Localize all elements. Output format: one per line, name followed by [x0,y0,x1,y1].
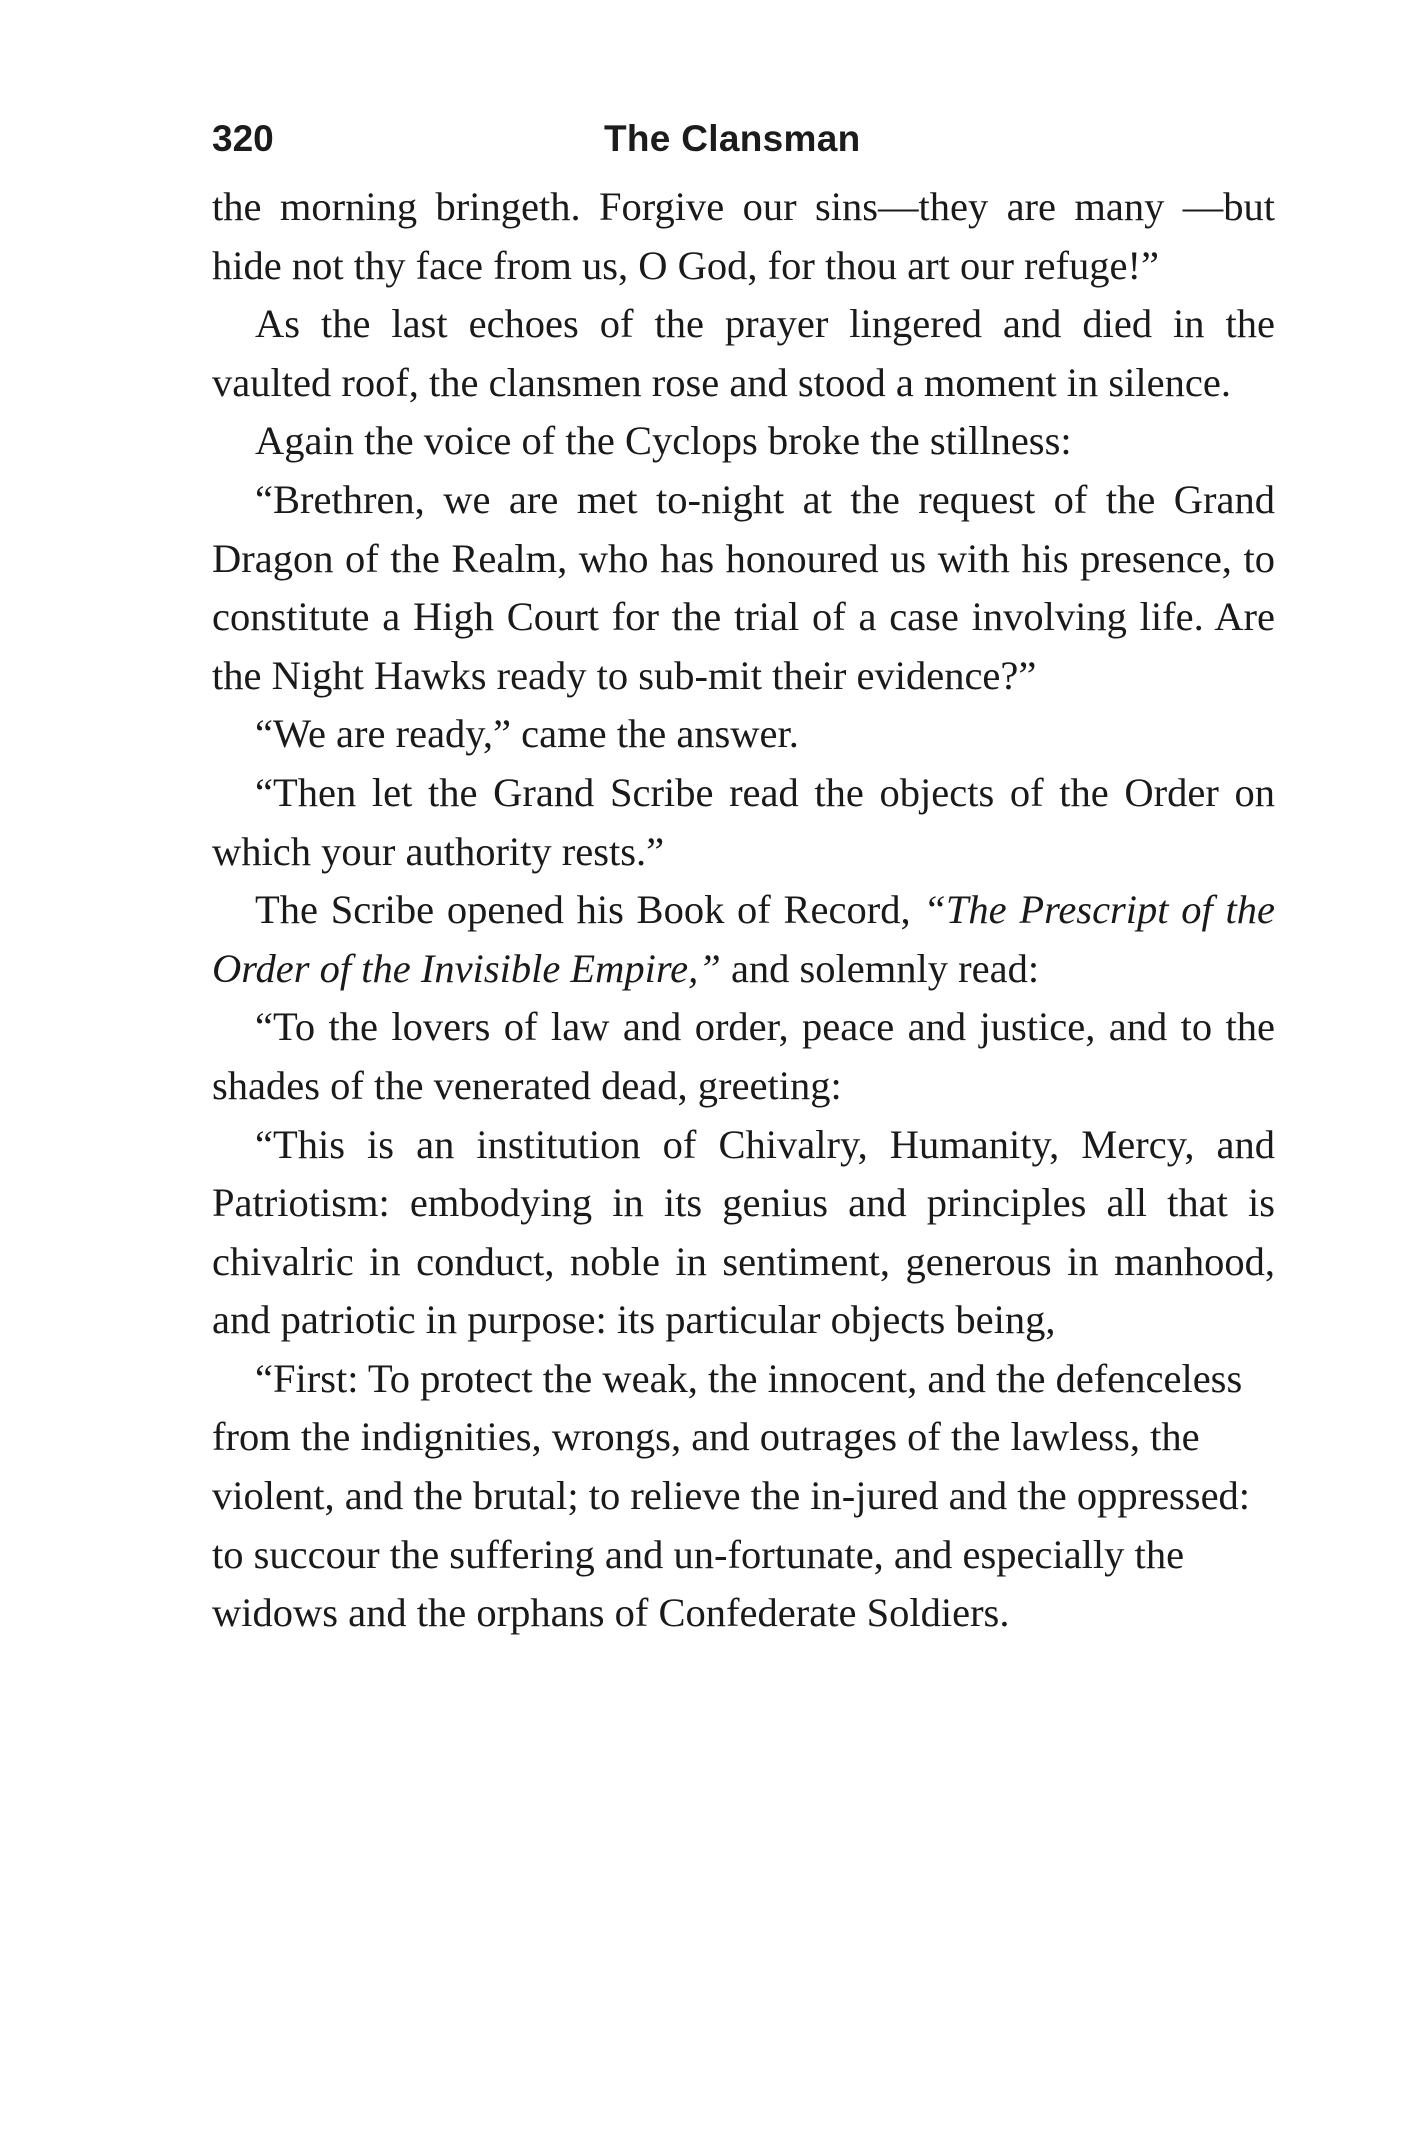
book-page [212,108,1275,1643]
paragraph-text: The Scribe opened his Book of Record, [255,887,924,933]
body-text [212,178,1275,1643]
paragraph: “This is an institution of Chivalry, Humanity, Mercy, and Patriotism: embodying in its genius and principles all that is chivalric in conduct, noble in sentiment, generous in manhood, and patriotic in purpose: its particular objects being, [212,1121,1275,1343]
page-header [212,108,1275,178]
book-title-italic: “The Prescript of the Order of the Invisible Empire,” [212,887,1275,991]
paragraph: “Then let the Grand Scribe read the objects of the Order on which your authority rests.” [212,769,1275,874]
page-number: 320 [212,118,274,159]
paragraph: “We are ready,” came the answer. [255,711,799,757]
paragraph-text: and solemnly read: [720,945,1040,991]
running-title: The Clansman [604,118,861,159]
paragraph [212,881,1275,998]
paragraph: “To the lovers of law and order, peace and justice, and to the shades of the venerated dead, greeting: [212,1004,1275,1108]
paragraph: the morning bringeth. Forgive our sins—they are many —but hide not thy face from us, O God, for thou art our refuge!” [212,184,1275,288]
paragraph: “First: To protect the weak, the innocent, and the defenceless from the indignities, wrongs, and outrages of the lawless, the violent, and the brutal; to relieve the in-jured and the oppressed: to succour the suffering and un-fortunate, and especially the widows and the orphans of Confederate Soldiers. [212,1355,1251,1636]
paragraph: As the last echoes of the prayer lingered and died in the vaulted roof, the clansmen rose and stood a moment in silence. [212,301,1275,405]
paragraph: Again the voice of the Cyclops broke the stillness: [255,418,1072,464]
paragraph: “Brethren, we are met to-night at the request of the Grand Dragon of the Realm, who has honoured us with his presence, to constitute a High Court for the trial of a case involving life. Are the Night Hawks ready to sub-mit their evidence?” [212,476,1275,698]
